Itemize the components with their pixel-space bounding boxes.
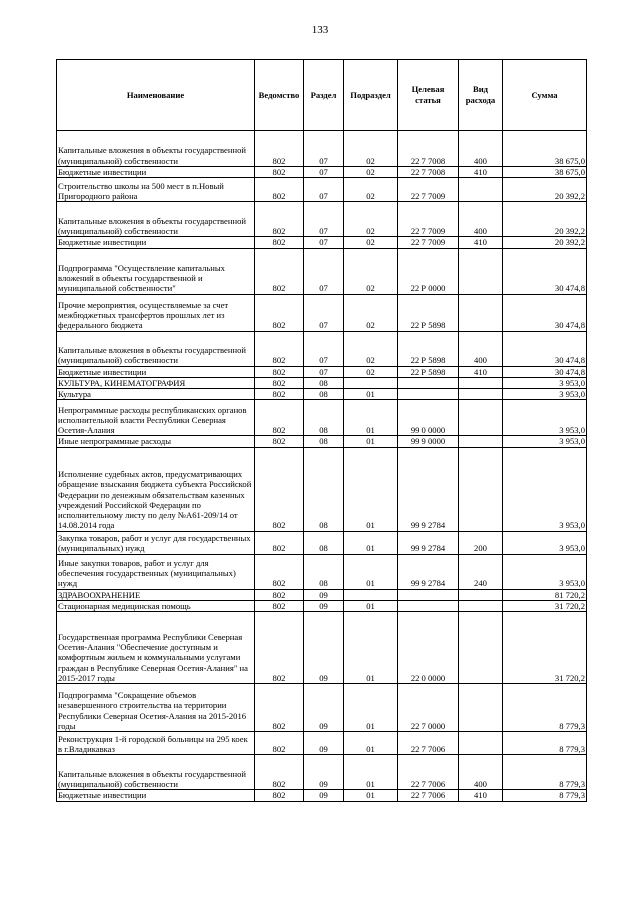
table-row [57, 554, 587, 589]
cell-subsection: 01 [344, 447, 398, 531]
cell-expense [459, 684, 503, 732]
cell-dept: 802 [255, 436, 304, 447]
cell-dept: 802 [255, 589, 304, 600]
cell-expense: 400 [459, 202, 503, 237]
table-row [57, 400, 587, 436]
cell-subsection: 01 [344, 389, 398, 400]
cell-section: 08 [304, 554, 344, 589]
cell-expense [459, 436, 503, 447]
cell-section: 09 [304, 589, 344, 600]
cell-subsection: 02 [344, 331, 398, 366]
cell-subsection: 02 [344, 178, 398, 202]
cell-name: Иные непрограммные расходы [57, 436, 255, 447]
cell-dept: 802 [255, 294, 304, 331]
table-row [57, 612, 587, 684]
table-row [57, 589, 587, 600]
cell-name: Бюджетные инвестиции [57, 167, 255, 178]
header-name: Наименование [57, 60, 255, 131]
cell-name: Подпрограмма "Сокращение объемов незавершенного строительства на территории Республики Северная Осетия-Алания на 2015-2016 годы [57, 684, 255, 732]
cell-section: 08 [304, 531, 344, 554]
cell-section: 09 [304, 755, 344, 790]
cell-subsection: 01 [344, 732, 398, 755]
cell-expense [459, 377, 503, 388]
cell-dept: 802 [255, 601, 304, 612]
cell-target: 22 7 7009 [398, 202, 459, 237]
cell-subsection [344, 377, 398, 388]
cell-target [398, 377, 459, 388]
cell-expense [459, 389, 503, 400]
cell-subsection: 01 [344, 755, 398, 790]
cell-name: КУЛЬТУРА, КИНЕМАТОГРАФИЯ [57, 377, 255, 388]
cell-name: Бюджетные инвестиции [57, 237, 255, 248]
table-row [57, 377, 587, 388]
cell-subsection: 02 [344, 248, 398, 294]
cell-target: 22 7 0000 [398, 684, 459, 732]
header-target: Целевая статья [398, 60, 459, 131]
cell-expense [459, 601, 503, 612]
cell-amount: 3 953,0 [503, 447, 587, 531]
cell-target: 22 7 7006 [398, 755, 459, 790]
cell-target [398, 389, 459, 400]
header-subsection: Подраздел [344, 60, 398, 131]
cell-amount: 30 474,8 [503, 331, 587, 366]
cell-target: 22 Р 5898 [398, 366, 459, 377]
cell-dept: 802 [255, 684, 304, 732]
cell-amount: 20 392,2 [503, 237, 587, 248]
cell-expense [459, 178, 503, 202]
cell-dept: 802 [255, 377, 304, 388]
cell-name: Реконструкция 1-й городской больницы на 295 коек в г.Владикавказ [57, 732, 255, 755]
cell-name: Государственная программа Республики Северная Осетия-Алания "Обеспечение доступным и комфортным жильем и коммунальными услугами граждан в Республике Северная Осетия-Алания" на 2015-2017 годы [57, 612, 255, 684]
cell-name: Закупка товаров, работ и услуг для государственных (муниципальных) нужд [57, 531, 255, 554]
cell-subsection: 02 [344, 237, 398, 248]
cell-dept: 802 [255, 331, 304, 366]
cell-target [398, 589, 459, 600]
cell-subsection: 01 [344, 400, 398, 436]
cell-name: Строительство школы на 500 мест в п.Новый Пригородного района [57, 178, 255, 202]
cell-amount: 3 953,0 [503, 377, 587, 388]
cell-name: Капитальные вложения в объекты государственной (муниципальной) собственности [57, 331, 255, 366]
cell-amount: 38 675,0 [503, 131, 587, 167]
cell-section: 07 [304, 248, 344, 294]
header-amount: Сумма [503, 60, 587, 131]
cell-amount: 30 474,8 [503, 248, 587, 294]
cell-name: ЗДРАВООХРАНЕНИЕ [57, 589, 255, 600]
cell-dept: 802 [255, 612, 304, 684]
cell-dept: 802 [255, 554, 304, 589]
cell-section: 08 [304, 400, 344, 436]
cell-section: 09 [304, 732, 344, 755]
cell-expense: 400 [459, 131, 503, 167]
cell-section: 08 [304, 447, 344, 531]
cell-dept: 802 [255, 389, 304, 400]
cell-target: 99 9 0000 [398, 436, 459, 447]
cell-section: 07 [304, 237, 344, 248]
table-row [57, 248, 587, 294]
cell-name: Иные закупки товаров, работ и услуг для обеспечения государственных (муниципальных) нужд [57, 554, 255, 589]
cell-amount: 20 392,2 [503, 202, 587, 237]
cell-target: 22 Р 5898 [398, 294, 459, 331]
cell-dept: 802 [255, 790, 304, 801]
cell-amount: 30 474,8 [503, 294, 587, 331]
header-section: Раздел [304, 60, 344, 131]
cell-name: Исполнение судебных актов, предусматривающих обращение взыскания бюджета субъекта Российской Федерации по денежным обязательствам казенных учреждений Российской Федерации по исполнительному листу по делу №А61-209/14 от 14.08.2014 года [57, 447, 255, 531]
cell-section: 09 [304, 601, 344, 612]
cell-expense [459, 732, 503, 755]
cell-section: 07 [304, 294, 344, 331]
cell-expense: 200 [459, 531, 503, 554]
cell-dept: 802 [255, 366, 304, 377]
cell-expense: 410 [459, 167, 503, 178]
cell-amount: 8 779,3 [503, 732, 587, 755]
cell-name: Бюджетные инвестиции [57, 366, 255, 377]
table-row [57, 447, 587, 531]
table-row [57, 436, 587, 447]
cell-target: 99 0 0000 [398, 400, 459, 436]
cell-target: 22 Р 5898 [398, 331, 459, 366]
cell-section: 07 [304, 202, 344, 237]
table-row [57, 531, 587, 554]
cell-target: 99 9 2784 [398, 554, 459, 589]
cell-amount: 8 779,3 [503, 755, 587, 790]
cell-section: 09 [304, 684, 344, 732]
table-row [57, 755, 587, 790]
cell-subsection: 01 [344, 790, 398, 801]
cell-subsection: 01 [344, 601, 398, 612]
cell-amount: 38 675,0 [503, 167, 587, 178]
cell-subsection: 01 [344, 554, 398, 589]
cell-target: 22 7 7009 [398, 237, 459, 248]
cell-name: Подпрограмма "Осуществление капитальных вложений в объекты государственной и муниципальной собственности" [57, 248, 255, 294]
cell-amount: 3 953,0 [503, 436, 587, 447]
cell-expense [459, 447, 503, 531]
cell-amount: 81 720,2 [503, 589, 587, 600]
budget-table [56, 59, 587, 802]
cell-subsection: 02 [344, 294, 398, 331]
cell-target: 99 9 2784 [398, 447, 459, 531]
cell-expense: 410 [459, 237, 503, 248]
cell-expense: 400 [459, 331, 503, 366]
cell-amount: 31 720,2 [503, 612, 587, 684]
table-row [57, 167, 587, 178]
cell-expense [459, 294, 503, 331]
header-dept: Ведомство [255, 60, 304, 131]
cell-name: Бюджетные инвестиции [57, 790, 255, 801]
cell-amount: 3 953,0 [503, 389, 587, 400]
cell-target: 99 9 2784 [398, 531, 459, 554]
cell-dept: 802 [255, 178, 304, 202]
cell-subsection: 01 [344, 612, 398, 684]
cell-expense: 410 [459, 366, 503, 377]
cell-dept: 802 [255, 400, 304, 436]
cell-subsection: 01 [344, 531, 398, 554]
table-body [57, 131, 587, 802]
cell-dept: 802 [255, 531, 304, 554]
cell-expense: 400 [459, 755, 503, 790]
cell-amount: 31 720,2 [503, 601, 587, 612]
cell-section: 08 [304, 389, 344, 400]
header-expense: Вид расхода [459, 60, 503, 131]
table-row [57, 732, 587, 755]
cell-expense [459, 612, 503, 684]
table-row [57, 790, 587, 801]
cell-section: 07 [304, 131, 344, 167]
cell-section: 07 [304, 167, 344, 178]
cell-target: 22 7 7006 [398, 790, 459, 801]
table-row [57, 366, 587, 377]
cell-target: 22 7 7008 [398, 167, 459, 178]
cell-section: 07 [304, 331, 344, 366]
cell-expense: 410 [459, 790, 503, 801]
cell-section: 08 [304, 377, 344, 388]
table-row [57, 131, 587, 167]
cell-amount: 3 953,0 [503, 400, 587, 436]
cell-name: Капитальные вложения в объекты государственной (муниципальной) собственности [57, 131, 255, 167]
cell-name: Капитальные вложения в объекты государственной (муниципальной) собственности [57, 202, 255, 237]
cell-subsection: 02 [344, 366, 398, 377]
cell-amount: 3 953,0 [503, 554, 587, 589]
table-row [57, 331, 587, 366]
cell-section: 08 [304, 436, 344, 447]
cell-amount: 8 779,3 [503, 684, 587, 732]
cell-amount: 8 779,3 [503, 790, 587, 801]
cell-section: 09 [304, 612, 344, 684]
cell-expense [459, 248, 503, 294]
table-row [57, 389, 587, 400]
cell-name: Непрограммные расходы республиканских органов исполнительной власти Республики Северная Осетия-Алания [57, 400, 255, 436]
cell-section: 09 [304, 790, 344, 801]
cell-expense: 240 [459, 554, 503, 589]
cell-subsection: 01 [344, 436, 398, 447]
cell-dept: 802 [255, 447, 304, 531]
cell-expense [459, 400, 503, 436]
cell-amount: 30 474,8 [503, 366, 587, 377]
table-row [57, 178, 587, 202]
table-row [57, 294, 587, 331]
cell-subsection: 02 [344, 131, 398, 167]
cell-target [398, 601, 459, 612]
table-row [57, 684, 587, 732]
cell-dept: 802 [255, 732, 304, 755]
cell-subsection: 02 [344, 167, 398, 178]
cell-dept: 802 [255, 248, 304, 294]
cell-section: 07 [304, 366, 344, 377]
cell-target: 22 7 7006 [398, 732, 459, 755]
cell-expense [459, 589, 503, 600]
cell-name: Культура [57, 389, 255, 400]
cell-name: Прочие мероприятия, осуществляемые за счет межбюджетных трансфертов прошлых лет из федерального бюджета [57, 294, 255, 331]
cell-dept: 802 [255, 131, 304, 167]
cell-amount: 20 392,2 [503, 178, 587, 202]
cell-target: 22 0 0000 [398, 612, 459, 684]
table-header-row [57, 60, 587, 131]
cell-subsection: 01 [344, 684, 398, 732]
cell-section: 07 [304, 178, 344, 202]
cell-dept: 802 [255, 755, 304, 790]
cell-target: 22 7 7008 [398, 131, 459, 167]
page-number: 133 [311, 24, 329, 36]
cell-target: 22 7 7009 [398, 178, 459, 202]
cell-dept: 802 [255, 167, 304, 178]
table-row [57, 601, 587, 612]
cell-subsection: 02 [344, 202, 398, 237]
cell-subsection [344, 589, 398, 600]
cell-amount: 3 953,0 [503, 531, 587, 554]
table-row [57, 202, 587, 237]
cell-name: Стационарная медицинская помощь [57, 601, 255, 612]
cell-dept: 802 [255, 237, 304, 248]
cell-dept: 802 [255, 202, 304, 237]
cell-name: Капитальные вложения в объекты государственной (муниципальной) собственности [57, 755, 255, 790]
table-row [57, 237, 587, 248]
cell-target: 22 Р 0000 [398, 248, 459, 294]
